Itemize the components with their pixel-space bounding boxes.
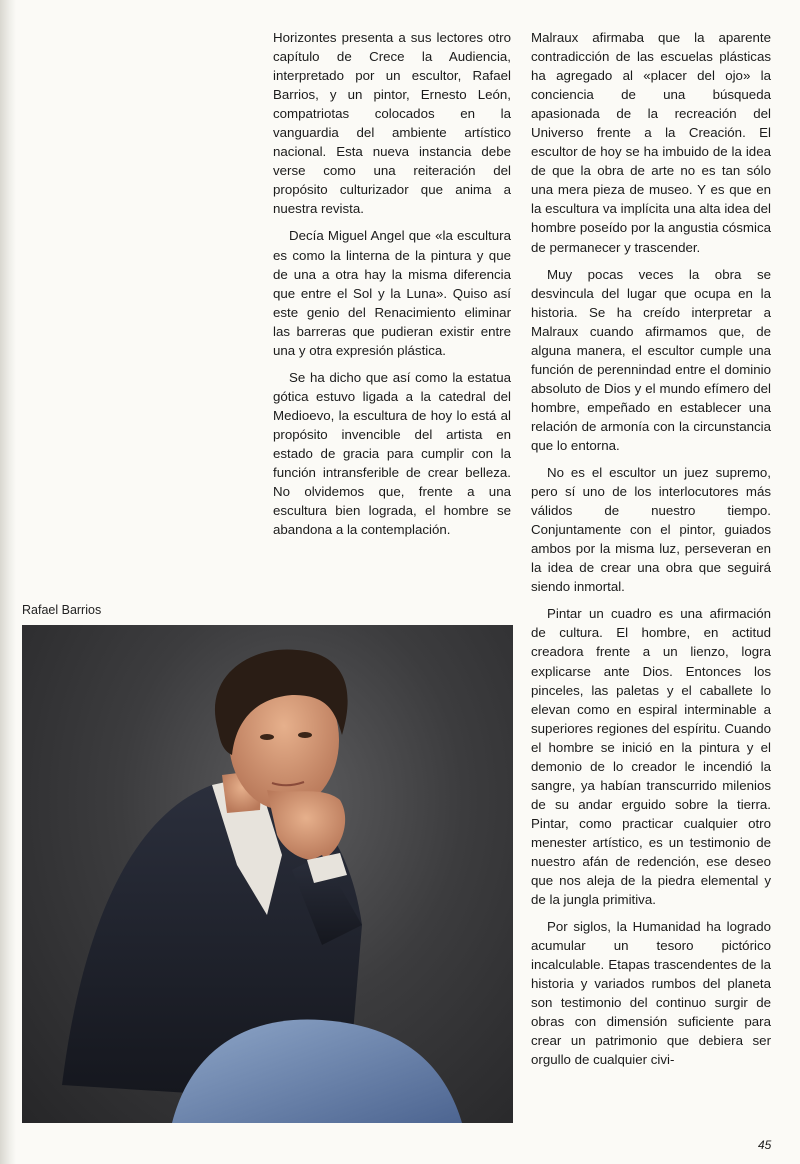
paragraph: No es el escultor un juez supremo, pero sí uno de los interlocutores más válidos de nuestro tiempo. Conjuntamente con el pintor, guiados ambos por la misma luz, perseveran en la idea de crear una obra que seguirá siendo inmortal.	[531, 465, 771, 595]
page-number: 45	[758, 1138, 772, 1152]
portrait-illustration	[22, 625, 513, 1123]
article-column-middle	[273, 28, 511, 547]
paragraph: Horizontes presenta a sus lectores otro capítulo de Crece la Audiencia, interpretado por un escultor, Rafael Barrios, y un pintor, Ernesto León, compatriotas colocados en la vanguardia del ambiente artístico nacional. Esta nueva instancia debe verse como una reiteración del propósito culturizador que anima a nuestra revista.	[273, 30, 511, 217]
article-column-right	[531, 28, 771, 1077]
paragraph: Por siglos, la Humanidad ha logrado acumular un tesoro pictórico incalculable. Etapas trascendentes de la historia y variados rumbos del planeta son testimonio del continuo surgir de obras con dimensión suficiente para crear un patrimonio que debiera ser orgullo de cualquier civi-	[531, 919, 771, 1068]
paragraph: Se ha dicho que así como la estatua gótica estuvo ligada a la catedral del Medioevo, la escultura de hoy lo está al propósito invencible del artista en estado de gracia para cumplir con la función intransferible de crear belleza. No olvidemos que, frente a una escultura bien lograda, el hombre se abandona a la contemplación.	[273, 369, 511, 538]
paragraph: Malraux afirmaba que la aparente contradicción de las escuelas plásticas ha agregado al «placer del ojo» la conciencia de una búsqueda apasionada de la recreación del Universo frente a la Creación. El escultor de hoy se ha imbuido de la idea de que la obra de arte no es tan sólo una mera pieza de museo. Y es que en la escultura va implícita una alta idea del hombre poseído por la angustia cósmica de permanecer y trascender.	[531, 30, 771, 255]
photo-caption: Rafael Barrios	[22, 603, 102, 617]
paragraph: Pintar un cuadro es una afirmación de cultura. El hombre, en actitud creadora frente a un lienzo, logra explicarse ante Dios. Entonces los pinceles, las paletas y el caballete lo elevan como en espiral interminable a superiores regiones del espíritu. Cuando el hombre se inició en la pintura y el demonio de lo creador le incendió la sangre, ya habían transcurrido milenios de su andar erguido sobre la tierra. Pintar, como practicar cualquier otro menester artístico, es un testimonio de nuestro afán de redención, ese deseo que nos aleja de la piedra elemental y de la jungla primitiva.	[531, 606, 771, 908]
portrait-photo	[22, 625, 513, 1123]
page-binding-edge	[0, 0, 16, 1164]
paragraph: Decía Miguel Angel que «la escultura es como la linterna de la pintura y que de una a otra hay la misma diferencia que entre el Sol y la Luna». Quiso así este genio del Renacimiento eliminar las barreras que pudieran existir entre una y otra expresión plástica.	[273, 228, 511, 358]
paragraph: Muy pocas veces la obra se desvincula del lugar que ocupa en la historia. Se ha creído interpretar a Malraux cuando afirmamos que, de alguna manera, el escultor cumple una función de perennindad entre el dominio absoluto de Dios y el mundo efímero del hombre, empeñado en establecer una relación de armonía con la circunstancia que lo entorna.	[531, 266, 771, 453]
